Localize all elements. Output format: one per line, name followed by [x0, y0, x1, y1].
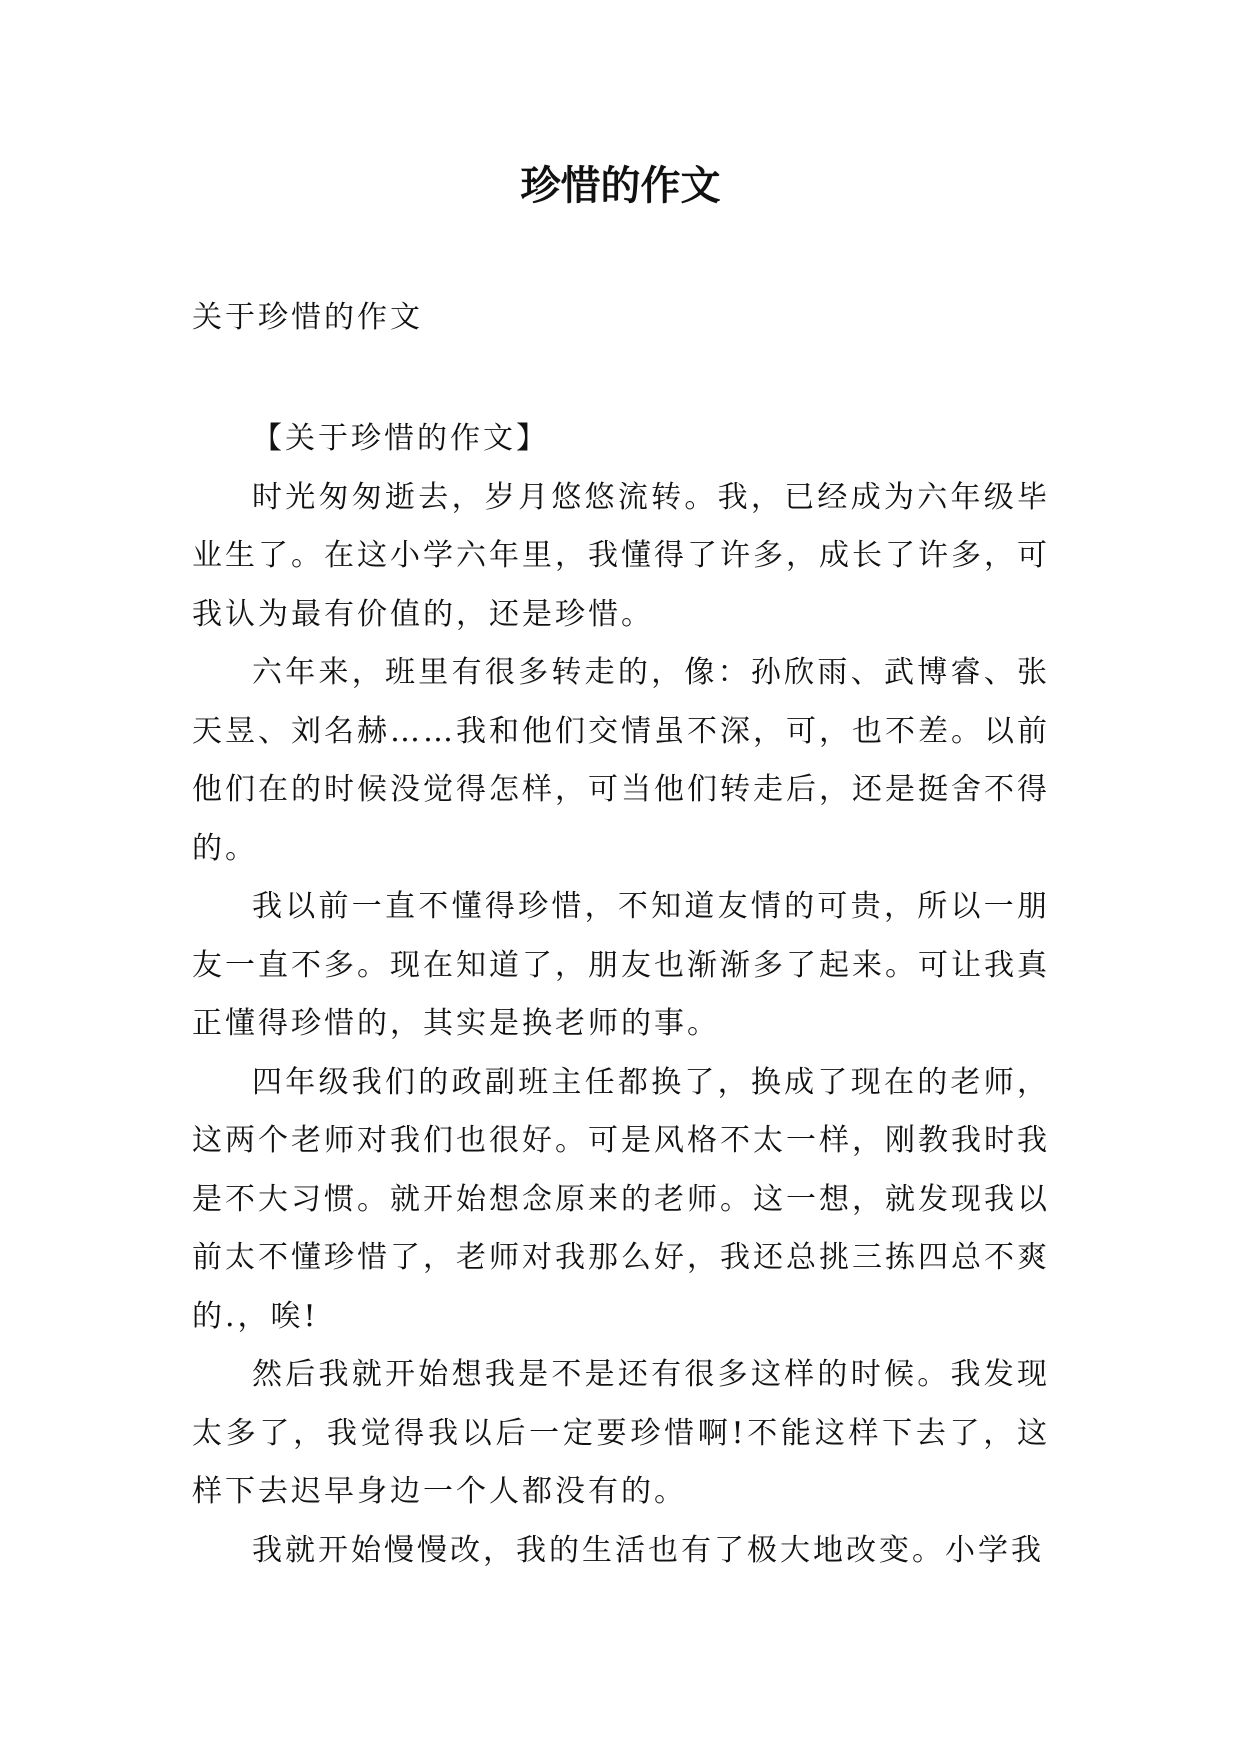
paragraph: 我就开始慢慢改，我的生活也有了极大地改变。小学我	[252, 1532, 1044, 1568]
paragraph: 我以前一直不懂得珍惜，不知道友情的可贵，所以一朋友一直不多。现在知道了，朋友也渐渐多了起来。可让我真正懂得珍惜的，其实是换老师的事。	[192, 889, 1050, 1041]
paragraph: 四年级我们的政副班主任都换了，换成了现在的老师，这两个老师对我们也很好。可是风格不太一样，刚教我时我是不大习惯。就开始想念原来的老师。这一想，就发现我以前太不懂珍惜了，老师对我那么好，我还总挑三拣四总不爽的.，唉!	[192, 1064, 1050, 1334]
paragraph: 然后我就开始想我是不是还有很多这样的时候。我发现太多了，我觉得我以后一定要珍惜啊!不能这样下去了，这样下去迟早身边一个人都没有的。	[192, 1357, 1050, 1509]
paragraph: 时光匆匆逝去，岁月悠悠流转。我，已经成为六年级毕业生了。在这小学六年里，我懂得了许多，成长了许多，可我认为最有价值的，还是珍惜。	[192, 479, 1050, 632]
document-title: 珍惜的作文	[520, 163, 721, 209]
paragraph: 六年来，班里有很多转走的，像：孙欣雨、武博睿、张天昱、刘名赫……我和他们交情虽不深，可，也不差。以前他们在的时候没觉得怎样，可当他们转走后，还是挺舍不得的。	[192, 655, 1050, 866]
paragraph: 【关于珍惜的作文】	[252, 421, 549, 456]
document-body	[192, 410, 1050, 1580]
document-subtitle: 关于珍惜的作文	[192, 300, 423, 335]
